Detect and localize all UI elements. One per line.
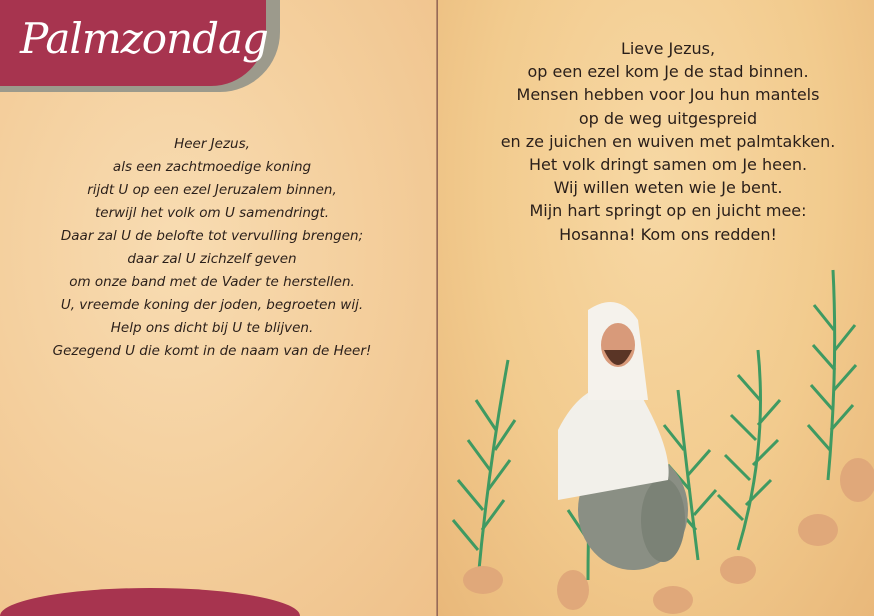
- poem-line: Mensen hebben voor Jou hun mantels: [516, 85, 820, 105]
- poem-line: Heer Jezus,: [174, 136, 250, 152]
- poem-line: U, vreemde koning der joden, begroeten wij.: [60, 297, 364, 313]
- decorative-shape: [0, 588, 300, 616]
- page-title: Palmzondag: [20, 14, 268, 63]
- right-page: [438, 0, 874, 616]
- poem-line: Wij willen weten wie Je bent.: [553, 178, 783, 198]
- poem-line: Gezegend U die komt in de naam van de Heer!: [52, 343, 372, 359]
- poem-line: Hosanna! Kom ons redden!: [559, 224, 777, 244]
- poem-line: als een zachtmoedige koning: [112, 159, 312, 175]
- poem-line: Het volk dringt samen om Je heen.: [528, 155, 808, 175]
- poem-line: Mijn hart springt op en juicht mee:: [529, 201, 807, 221]
- poem-line: en ze juichen en wuiven met palmtakken.: [500, 131, 836, 151]
- right-poem: [438, 37, 874, 246]
- poem-line: op een ezel kom Je de stad binnen.: [527, 62, 809, 82]
- poem-line: daar zal U zichzelf geven: [127, 251, 297, 267]
- poem-line: Daar zal U de belofte tot vervulling brengen;: [60, 228, 364, 244]
- donkey-head: [641, 478, 685, 562]
- left-poem: [0, 133, 424, 363]
- poem-line: terwijl het volk om U samendringt.: [94, 205, 330, 221]
- poem-line: Help ons dicht bij U te blijven.: [110, 320, 314, 336]
- jesus-robe: [558, 385, 669, 500]
- poem-line: rijdt U op een ezel Jeruzalem binnen,: [87, 182, 337, 198]
- poem-line: op de weg uitgespreid: [578, 108, 758, 128]
- palm-sunday-illustration: [438, 250, 874, 616]
- poem-line: Lieve Jezus,: [620, 39, 716, 58]
- poem-line: om onze band met de Vader te herstellen.: [69, 274, 355, 290]
